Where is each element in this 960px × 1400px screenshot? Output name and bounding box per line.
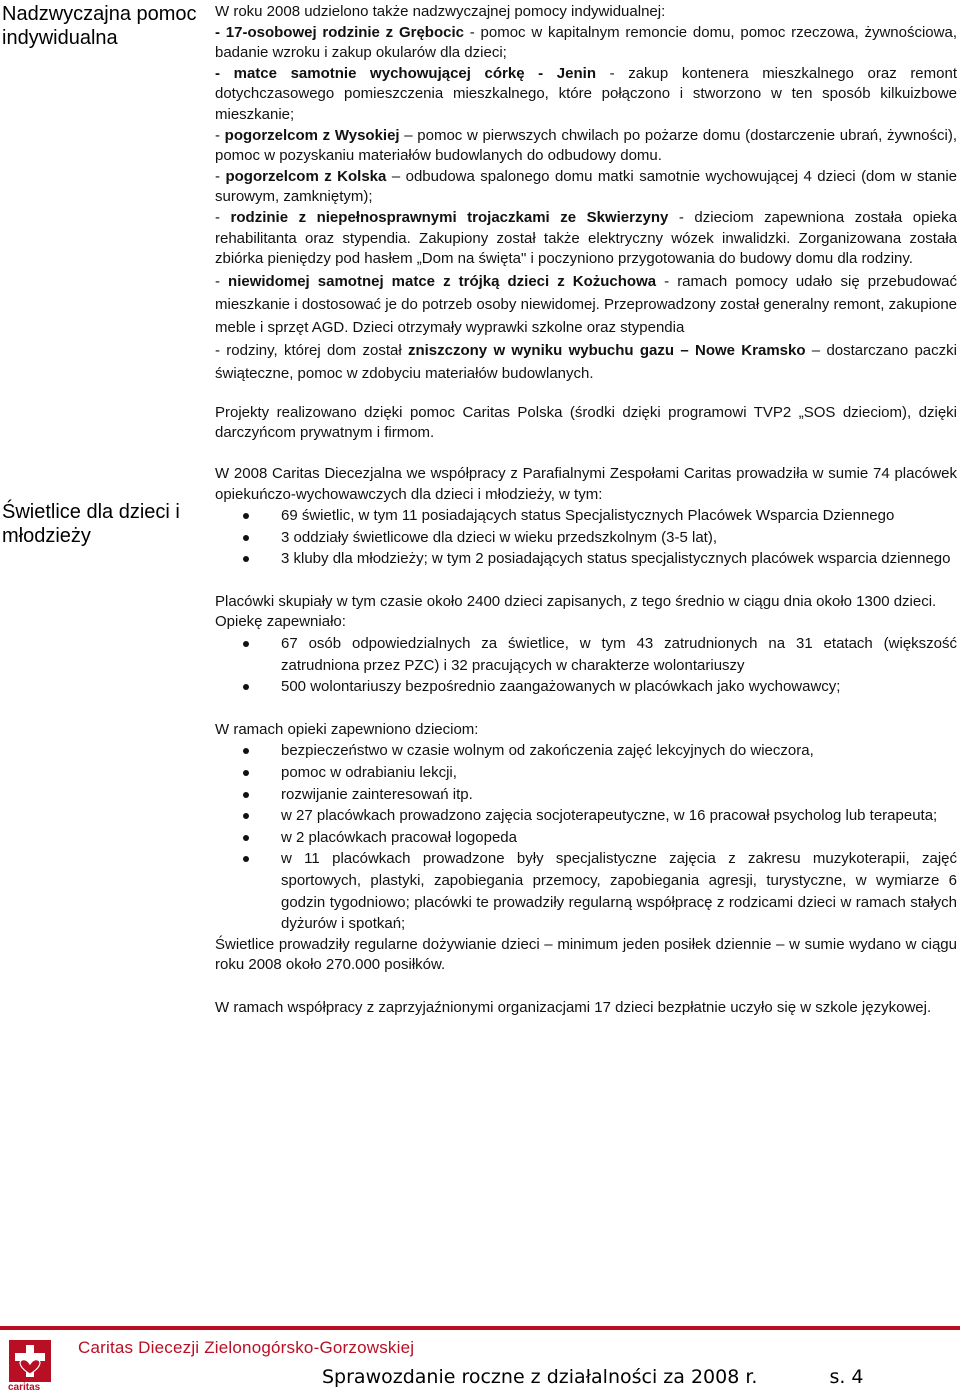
facilities-list [215, 505, 957, 570]
list-item: 500 wolontariuszy bezpośrednio zaangażowanych w placówkach jako wychowawcy; [215, 676, 957, 698]
list-item: bezpieczeństwo w czasie wolnym od zakończenia zajęć lekcyjnych do wieczora, [215, 740, 957, 762]
projects-paragraph: Projekty realizowano dzięki pomoc Caritas Polska (środki dzięki programowi TVP2 „SOS dzieciom), dzięki darczyńcom prywatnym i firmom. [215, 403, 957, 442]
list-item: 3 kluby dla młodzieży; w tym 2 posiadających status specjalistycznych placówek wsparcia dziennego [215, 548, 957, 570]
meals-paragraph: Świetlice prowadziły regularne dożywianie dzieci – minimum jeden posiłek dziennie – w sumie wydano w ciągu roku 2008 około 270.000 posiłków. [215, 935, 957, 974]
list-item: pomoc w odrabianiu lekcji, [215, 762, 957, 784]
aid-item: - rodziny, której dom został zniszczony w wyniku wybuchu gazu – Nowe Kramsko – dostarczano paczki świąteczne, pomoc w zdobyciu materiałów budowlanych. [215, 341, 957, 382]
aid-item: - niewidomej samotnej matce z trójką dzieci z Kożuchowa - ramach pomocy udało się przebudować mieszkanie i dostosować je do potrzeb osoby niewidomej. Przeprowadzony został generalny remont, zakupione meble i sprzęt AGD. Dzieci otrzymały wyprawki szkolne oraz stypendia [215, 272, 957, 336]
logo-wordmark: caritas [8, 1382, 41, 1393]
list-item: 3 oddziały świetlicowe dla dzieci w wieku przedszkolnym (3-5 lat), [215, 527, 957, 549]
aid-intro: W roku 2008 udzielono także nadzwyczajnej pomocy indywidualnej: [215, 3, 666, 20]
list-item: 67 osób odpowiedzialnych za świetlice, w tym 43 zatrudnionych na 31 etatach (większość zatrudniona przez PZC) i 32 pracujących w charakterze wolontariuszy [215, 633, 957, 676]
list-item: rozwijanie zainteresowań itp. [215, 784, 957, 806]
organization-name: Caritas Diecezji Zielonogórsko-Gorzowskiej [78, 1338, 415, 1357]
aid-item: - rodzinie z niepełnosprawnymi trojaczkami ze Skwierzyny - dzieciom zapewniona została opieka rehabilitanta oraz stypendia. Zakupiony został także elektryczny wózek inwalidzki. Zorganizowana została zbiórka pieniędzy pod hasłem „Dom na święta" i poczyniono przygotowania do budowy domu dla rodziny. [215, 208, 957, 268]
list-item: w 11 placówkach prowadzone były specjalistyczne zajęcia z zakresu muzykoterapii, zajęć sportowych, plastyki, zapobiegania przemocy, zapobiegania agresji, turystyczne, w wymiarze 6 godzin tygodniowo; placówki te prowadziły regularną współpracę z rodzicami dzieci w ramach stałych dyżurów i spotkań; [215, 848, 957, 934]
section-heading-daycare: Świetlice dla dzieci i młodzieży [2, 501, 180, 547]
list-item: w 2 placówkach pracował logopeda [215, 827, 957, 849]
footer-divider [0, 1326, 960, 1330]
aid-item: - matce samotnie wychowującej córkę - Jenin - zakup kontenera mieszkalnego oraz remont dotychczasowego pomieszczenia mieszkalnego, które połączono i stworzono w ten sposób kilkuizbowe mieszkanie; [215, 64, 958, 123]
daycare-intro: W 2008 Caritas Diecezjalna we współpracy z Parafialnymi Zespołami Caritas prowadziła w sumie 74 placówek opiekuńczo-wychowawczych dla dzieci i młodzieży, w tym: [215, 464, 957, 503]
list-item: w 27 placówkach prowadzono zajęcia socjoterapeutyczne, w 16 pracował psycholog lub terapeuta; [215, 805, 957, 827]
main-text-column [215, 2, 957, 1019]
provided-list [215, 740, 957, 934]
language-paragraph: W ramach współpracy z zaprzyjaźnionymi organizacjami 17 dzieci bezpłatnie uczyło się w szkole językowej. [215, 998, 932, 1016]
list-item: 69 świetlic, w tym 11 posiadających status Specjalistycznych Placówek Wsparcia Dziennego [215, 505, 957, 527]
aid-item: - pogorzelcom z Wysokiej – pomoc w pierwszych chwilach po pożarze domu (dostarczenie ubrań, żywności), pomoc w pozyskaniu materiałów budowlanych do odbudowy domu. [215, 126, 957, 165]
report-footer: Sprawozdanie roczne z działalności za 2008 r. s. 4 [322, 1366, 864, 1388]
provided-intro: W ramach opieki zapewniono dzieciom: [215, 720, 479, 738]
aid-item: - pogorzelcom z Kolska – odbudowa spalonego domu matki samotnie wychowującej 4 dzieci (dom w stanie surowym, zamkniętym); [215, 167, 957, 206]
care-intro: Opiekę zapewniało: [215, 613, 346, 631]
care-list [215, 633, 957, 698]
section-heading-individual-aid: Nadzwyczajna pomoc indywidualna [2, 3, 197, 49]
aid-item: - 17-osobowej rodzinie z Grębocic - pomoc w kapitalnym remoncie domu, pomoc rzeczowa, żywnościowa, badanie wzroku i zakup okularów dla dzieci; [215, 23, 957, 62]
children-paragraph: Placówki skupiały w tym czasie około 2400 dzieci zapisanych, z tego średnio w ciągu dnia około 1300 dzieci. [215, 592, 937, 610]
page-number: s. 4 [829, 1366, 864, 1388]
